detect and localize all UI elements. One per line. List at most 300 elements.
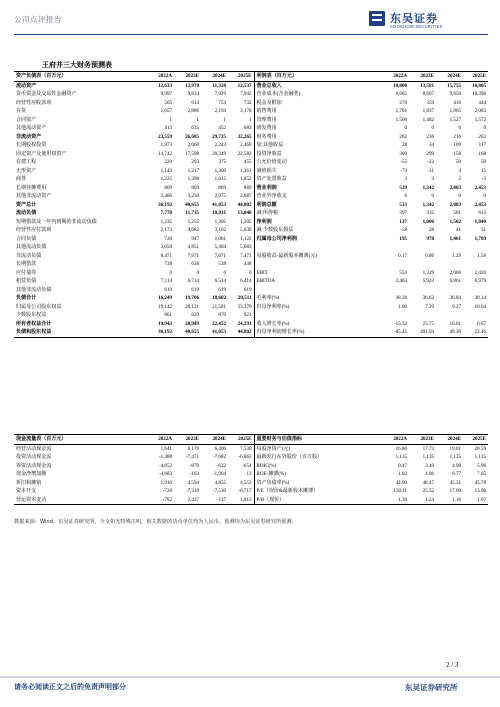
left-value-cell: 1,852 [240, 176, 252, 182]
footer-band [0, 676, 500, 678]
right-value-cell: 0 [458, 125, 461, 131]
right-value-cell: 553 [399, 269, 407, 276]
right-value-cell: 2,003 [449, 201, 461, 208]
left-value-cell: 7,971 [187, 252, 199, 259]
left-value-cell: 1 [196, 116, 199, 123]
table-row [14, 320, 488, 329]
left-row-label: 经营性应收款项 [16, 99, 52, 106]
right-value-cell: 2022A [382, 435, 409, 445]
left-value-cell: 1 [169, 116, 172, 123]
left-value-cell: -4,683 [158, 471, 172, 477]
right-value-cell [382, 260, 409, 269]
left-value-cell: 2,193 [214, 108, 226, 114]
right-value-cell: 168 [478, 150, 486, 157]
left-value-cell: 720 [164, 235, 172, 242]
left-value-cell: 21,581 [212, 303, 226, 310]
right-value-cell [409, 311, 436, 320]
left-row-label: 负债和股东权益 [16, 329, 52, 335]
right-value-cell: 2,453 [474, 184, 486, 191]
right-value-cell: -58 [400, 227, 407, 233]
table-row [14, 133, 488, 142]
right-value-cell [382, 243, 409, 252]
right-value-cell: -3 [481, 176, 486, 182]
left-value-cell: 22,452 [212, 320, 226, 327]
right-value-cell: 533 [399, 201, 407, 208]
right-value-cell: 2023E [409, 435, 436, 445]
table-row [14, 269, 488, 278]
table-row [14, 158, 488, 167]
right-value-cell [409, 243, 436, 252]
table-row [14, 150, 488, 159]
left-value-cell: 1,061 [214, 235, 226, 242]
left-value-cell: 1,235 [160, 218, 172, 225]
right-value-cell: 300 [399, 150, 407, 157]
left-row-label: 资产总计 [16, 201, 37, 208]
right-value-cell: 1,789 [474, 235, 486, 242]
left-value-cell: 16,249 [158, 295, 172, 301]
right-value-cell: -85.45 [393, 329, 407, 335]
right-row-label: 归属母公司净利润 [254, 235, 382, 244]
left-row-label: 其他流动资产 [16, 125, 47, 131]
right-value-cell: 1.80 [398, 303, 407, 310]
right-row-label: 毛利率(%) [254, 294, 382, 303]
left-value-cell: 4,855 [214, 479, 226, 486]
left-value-cell: 17,598 [185, 150, 199, 157]
right-row-label: ROE-摊薄(%) [254, 470, 382, 479]
left-row-label: 其他流动负债 [16, 244, 47, 250]
right-value-cell: 1.16 [452, 496, 461, 503]
right-value-cell: 16,805 [472, 82, 486, 89]
left-value-cell: 2024E [201, 72, 228, 82]
right-value-cell: 1,329 [422, 269, 434, 276]
table-row [14, 99, 488, 108]
left-value-cell: 10,931 [212, 210, 226, 216]
left-value-cell: 19,706 [185, 295, 199, 301]
left-row-label: 其他非流动负债 [16, 286, 52, 293]
left-value-cell: -7,682 [212, 454, 226, 460]
left-row-label: 少数股东权益 [16, 312, 47, 318]
right-value-cell: 6.67 [477, 320, 486, 327]
left-row-label: 资产负债表（百万元） [14, 72, 147, 82]
right-value-cell: 38.14 [474, 295, 486, 301]
right-row-label: 加:其他收益 [254, 141, 382, 150]
right-value-cell [436, 311, 463, 320]
right-value-cell: 335 [426, 210, 434, 216]
left-value-cell: 19,943 [158, 320, 172, 327]
left-value-cell: 638 [191, 261, 199, 267]
right-value-cell: 444 [478, 99, 486, 106]
left-value-cell: 2024E [201, 435, 228, 445]
left-row-label: 现金流量表（百万元） [14, 435, 147, 445]
table-row [14, 311, 488, 320]
right-row-label: 减:所得税 [254, 209, 382, 218]
left-value-cell: 4,682 [187, 227, 199, 233]
right-value-cell: 109 [453, 142, 461, 148]
left-value-cell: 23,559 [158, 133, 172, 140]
right-row-label [254, 260, 382, 269]
right-row-label: 销售费用 [254, 107, 382, 116]
left-value-cell: 44,802 [237, 329, 252, 335]
right-value-cell: 1,135 [422, 454, 434, 460]
right-row-label: 管理费用 [254, 116, 382, 125]
table-row [14, 81, 488, 90]
right-value-cell [436, 286, 463, 295]
right-value-cell: -31 [427, 167, 434, 174]
left-value-cell: 732 [243, 99, 252, 106]
table-row [14, 444, 488, 453]
left-row-label: 筹资活动现金流 [16, 462, 52, 469]
left-value-cell: 3,162 [214, 227, 226, 233]
right-value-cell: 22.46 [474, 329, 486, 335]
table-row [14, 184, 488, 193]
right-value-cell: 262 [399, 133, 407, 140]
left-value-cell: 619 [218, 286, 226, 293]
right-value-cell [382, 311, 409, 320]
left-value-cell: 36,192 [158, 329, 172, 335]
right-value-cell: 44.90 [395, 479, 407, 486]
left-value-cell: -7,530 [212, 488, 226, 494]
right-value-cell: 1,342 [422, 201, 434, 208]
table-row [14, 218, 488, 227]
right-row-label [254, 243, 382, 252]
right-value-cell: 10,800 [393, 82, 407, 89]
right-value-cell: 5,923 [422, 278, 434, 284]
right-value-cell: 20.59 [474, 445, 486, 452]
table-row [14, 209, 488, 218]
right-value-cell: 6,861 [449, 278, 461, 284]
right-value-cell [436, 260, 463, 269]
right-value-cell: 1,135 [474, 454, 486, 460]
left-row-label: 现金净增加额 [16, 471, 47, 477]
left-value-cell: 20,121 [185, 303, 199, 310]
table-row [14, 90, 488, 99]
right-value-cell: 1,502 [449, 218, 461, 225]
left-value-cell: 438 [243, 261, 252, 267]
left-value-cell: 24,291 [237, 320, 252, 327]
table-row [14, 277, 488, 286]
left-row-label: 负债合计 [16, 295, 37, 301]
right-row-label: 营业利润 [254, 184, 382, 193]
right-value-cell: 8,607 [422, 91, 434, 97]
table-row [14, 487, 488, 496]
left-value-cell: 2022A [147, 72, 174, 82]
left-value-cell: 619 [191, 286, 199, 293]
left-value-cell: 1,122 [240, 235, 252, 242]
left-value-cell: 2,173 [160, 227, 172, 233]
left-row-label: 流动资产 [16, 82, 37, 89]
right-row-label: 研发费用 [254, 124, 382, 133]
table-row [14, 479, 488, 488]
right-value-cell: 276 [399, 99, 407, 106]
left-value-cell: 7,471 [240, 252, 252, 259]
left-row-label: 应付债券 [16, 269, 37, 276]
left-value-cell: -1,904 [212, 471, 226, 477]
right-row-label: 税金及附加 [254, 99, 382, 108]
right-row-label: 财务费用 [254, 133, 382, 142]
table-row [14, 496, 488, 505]
right-value-cell: 203 [478, 133, 486, 140]
right-row-label: 资产处置收益 [254, 175, 382, 184]
left-value-cell: 619 [243, 286, 252, 293]
right-value-cell: 2,453 [474, 201, 486, 208]
left-value-cell: 41,053 [212, 201, 226, 208]
left-value-cell: 13,970 [185, 82, 199, 89]
right-row-label: 营业外净收支 [254, 192, 382, 201]
left-value-cell: 1,143 [160, 167, 172, 174]
right-value-cell: 1,006 [422, 218, 434, 225]
right-value-cell: 2 [458, 176, 461, 182]
left-row-label: 归属母公司股东权益 [16, 303, 62, 310]
right-row-label: EBITDA [254, 277, 382, 286]
right-value-cell [463, 260, 488, 269]
right-row-label: 重要财务与估值指标 [254, 435, 382, 445]
left-value-cell: 1,205 [240, 218, 252, 225]
right-value-cell: 2,006 [449, 269, 461, 276]
left-value-cell: -163 [189, 471, 199, 477]
right-value-cell: 0.86 [425, 252, 434, 259]
right-value-cell: 28 [428, 227, 434, 233]
left-row-label: 固定资产及使用权资产 [16, 150, 67, 157]
right-value-cell: 4 [458, 167, 461, 174]
right-value-cell: 38.28 [395, 295, 407, 301]
table-row [14, 260, 488, 269]
right-value-cell: 6,665 [395, 91, 407, 97]
right-value-cell: 6 [404, 193, 407, 199]
right-value-cell: 117 [478, 142, 486, 148]
left-value-cell: 1,361 [240, 167, 252, 174]
right-value-cell [463, 243, 488, 252]
right-value-cell: 34 [428, 142, 434, 148]
left-value-cell: -7,471 [185, 454, 199, 460]
left-value-cell: 2,886 [187, 108, 199, 114]
table-row [14, 116, 488, 125]
left-value-cell: -870 [189, 462, 199, 469]
right-value-cell: 2025E [463, 72, 488, 82]
right-value-cell: 1,840 [474, 218, 486, 225]
right-value-cell: 17.73 [422, 445, 434, 452]
left-value-cell: 1,657 [160, 108, 172, 114]
left-value-cell: 683 [243, 125, 252, 131]
left-value-cell: 947 [191, 235, 199, 242]
right-value-cell: 2023E [409, 72, 436, 82]
left-value-cell: 2023E [174, 435, 201, 445]
left-value-cell: 36,192 [158, 201, 172, 208]
right-value-cell: 50 [480, 159, 486, 165]
right-value-cell: 36.84 [449, 295, 461, 301]
right-value-cell: 6,979 [474, 278, 486, 284]
right-value-cell [463, 286, 488, 295]
left-value-cell: 3,486 [160, 193, 172, 199]
right-value-cell: 195 [399, 235, 407, 242]
right-value-cell: 137 [399, 218, 407, 225]
right-row-label [254, 311, 382, 320]
right-value-cell: 45.31 [449, 479, 461, 486]
left-value-cell: 869 [191, 184, 199, 191]
report-category: 公司点评报告 [14, 15, 62, 24]
right-value-cell: -22 [427, 159, 434, 165]
left-row-label: 短期借款及一年内到期的非流动负债 [16, 218, 97, 225]
left-value-cell: 11,735 [185, 210, 199, 216]
table-row [14, 252, 488, 261]
right-value-cell: 2024E [436, 435, 463, 445]
right-value-cell: 416 [453, 99, 461, 106]
left-value-cell: 32,265 [237, 133, 252, 140]
right-value-cell: 3.40 [425, 462, 434, 469]
left-row-label: 长期股权投资 [16, 142, 47, 148]
left-value-cell: 2,687 [240, 193, 252, 199]
right-value-cell: 2024E [436, 72, 463, 82]
left-value-cell: 20,349 [212, 150, 226, 157]
right-value-cell: 49.30 [449, 329, 461, 335]
header-divider [14, 34, 488, 35]
left-value-cell: 1,255 [187, 218, 199, 225]
left-value-cell: 2,243 [214, 142, 226, 148]
left-value-cell: -728 [162, 488, 172, 494]
right-value-cell: 0 [404, 125, 407, 131]
right-value-cell: 158 [453, 150, 461, 157]
right-value-cell: 236 [426, 133, 434, 140]
left-row-label: 合同负债 [16, 235, 37, 242]
table-row [14, 141, 488, 150]
right-value-cell: 10.64 [474, 303, 486, 310]
right-value-cell: -73 [400, 167, 407, 174]
left-value-cell: 0 [248, 269, 252, 276]
right-value-cell: 0 [483, 193, 486, 199]
left-value-cell: 5,030 [240, 227, 252, 233]
right-value-cell: 2022A [382, 72, 409, 82]
left-value-cell: 1,641 [160, 445, 172, 452]
right-value-cell: 25.52 [422, 488, 434, 494]
right-value-cell: 539 [399, 184, 407, 191]
left-value-cell: -654 [242, 462, 252, 469]
left-value-cell: 7,530 [240, 445, 252, 452]
left-value-cell: 375 [218, 159, 226, 165]
left-value-cell: 3,178 [240, 108, 252, 114]
left-value-cell: 565 [164, 99, 172, 106]
left-value-cell: 18,602 [212, 295, 226, 301]
data-source-note: 数据来源：Wind，东吴证券研究所，全文如无特殊注明，相关数据的货币单位均为人民币，预测均为东吴证券研究所预测。 [14, 519, 297, 525]
right-row-label: 减值损失 [254, 167, 382, 176]
left-value-cell: 614 [191, 99, 199, 106]
right-value-cell: 216 [453, 133, 461, 140]
left-value-cell: 6,714 [187, 278, 199, 284]
right-value-cell: 7.20 [425, 303, 434, 310]
right-value-cell: 1.02 [398, 471, 407, 477]
right-row-label: 利润总额 [254, 201, 382, 210]
left-value-cell: 7,114 [160, 278, 172, 284]
right-value-cell: 1,342 [422, 184, 434, 191]
left-row-label: 营运资本变动 [16, 496, 47, 503]
right-value-cell: 1.07 [477, 496, 486, 503]
left-value-cell: 12,633 [158, 82, 172, 89]
right-value-cell: 28 [401, 142, 407, 148]
right-value-cell: 299 [426, 150, 434, 157]
left-row-label: 租赁负债 [16, 278, 37, 284]
table-row [14, 226, 488, 235]
right-row-label: 利润表（百万元） [254, 72, 382, 82]
right-value-cell: 3 [404, 176, 407, 182]
left-value-cell: -117 [216, 496, 226, 503]
right-value-cell: 9,950 [449, 91, 461, 97]
left-value-cell: 6,400 [214, 445, 226, 452]
left-value-cell: 452 [218, 125, 226, 131]
right-value-cell: 10,396 [472, 91, 486, 97]
left-value-cell: 4,851 [187, 244, 199, 250]
left-value-cell: 44,802 [237, 201, 252, 208]
left-value-cell: 0 [223, 269, 226, 276]
left-value-cell: -7,319 [185, 488, 199, 494]
left-value-cell: 869 [218, 184, 226, 191]
right-value-cell: 0 [431, 125, 434, 131]
left-value-cell: 220 [164, 159, 172, 165]
right-value-cell: 0 [458, 193, 461, 199]
right-value-cell: 6.77 [452, 471, 461, 477]
right-row-label: EBIT [254, 269, 382, 278]
left-value-cell: 20,511 [237, 295, 252, 301]
left-value-cell: 738 [164, 261, 172, 267]
left-value-cell: 22,582 [237, 150, 252, 157]
left-value-cell: 40,655 [185, 329, 199, 335]
left-value-cell: 1,873 [160, 142, 172, 148]
left-value-cell: 1,225 [160, 176, 172, 182]
right-value-cell: 17.09 [449, 488, 461, 494]
right-value-cell: 1,527 [449, 116, 461, 123]
left-row-label: 商誉 [16, 176, 27, 182]
right-row-label: 营业总收入 [254, 81, 382, 90]
right-value-cell: 25.75 [422, 320, 434, 327]
right-value-cell: 0.47 [398, 462, 407, 469]
table-row [14, 470, 488, 479]
right-value-cell: 1.29 [452, 252, 461, 259]
left-row-label: 长期借款 [16, 261, 37, 267]
left-row-label: 经营活动现金流 [16, 445, 52, 452]
right-value-cell: 1,135 [395, 454, 407, 460]
right-value-cell: 1,701 [395, 108, 407, 114]
left-value-cell: 1,910 [160, 479, 172, 486]
right-row-label: 净利润 [254, 218, 382, 227]
table-row [14, 328, 488, 337]
right-row-label: 营业成本(含金融类) [254, 90, 382, 99]
right-row-label [254, 286, 382, 295]
left-value-cell: 7,942 [240, 91, 252, 97]
right-value-cell: 1,572 [474, 116, 486, 123]
left-row-label: 所有者权益合计 [16, 320, 52, 327]
right-value-cell: -55 [400, 159, 407, 165]
right-value-cell: 613 [478, 210, 486, 216]
left-row-label: 投资活动现金流 [16, 454, 52, 460]
left-value-cell: 869 [164, 184, 172, 191]
left-row-label: 非流动资产 [16, 133, 42, 140]
left-value-cell: 41,053 [212, 329, 226, 335]
left-value-cell: -782 [162, 496, 172, 503]
left-value-cell: 2,975 [214, 193, 226, 199]
left-value-cell: 4,594 [187, 479, 199, 486]
right-value-cell: 7.65 [477, 471, 486, 477]
right-value-cell: -15.32 [393, 320, 407, 327]
right-value-cell: 45.78 [474, 479, 486, 486]
left-value-cell: 5,683 [240, 244, 252, 250]
left-row-label: 资本开支 [16, 488, 37, 494]
right-value-cell: 48.47 [422, 479, 434, 486]
table-row [14, 294, 488, 303]
table-row [14, 286, 488, 295]
table-row [14, 462, 488, 471]
left-value-cell: 7,671 [214, 252, 226, 259]
left-row-label: 经营性应付款项 [16, 227, 52, 233]
right-value-cell: 2,083 [474, 108, 486, 114]
left-value-cell: 0 [196, 269, 199, 276]
left-value-cell: 2,460 [240, 142, 252, 148]
